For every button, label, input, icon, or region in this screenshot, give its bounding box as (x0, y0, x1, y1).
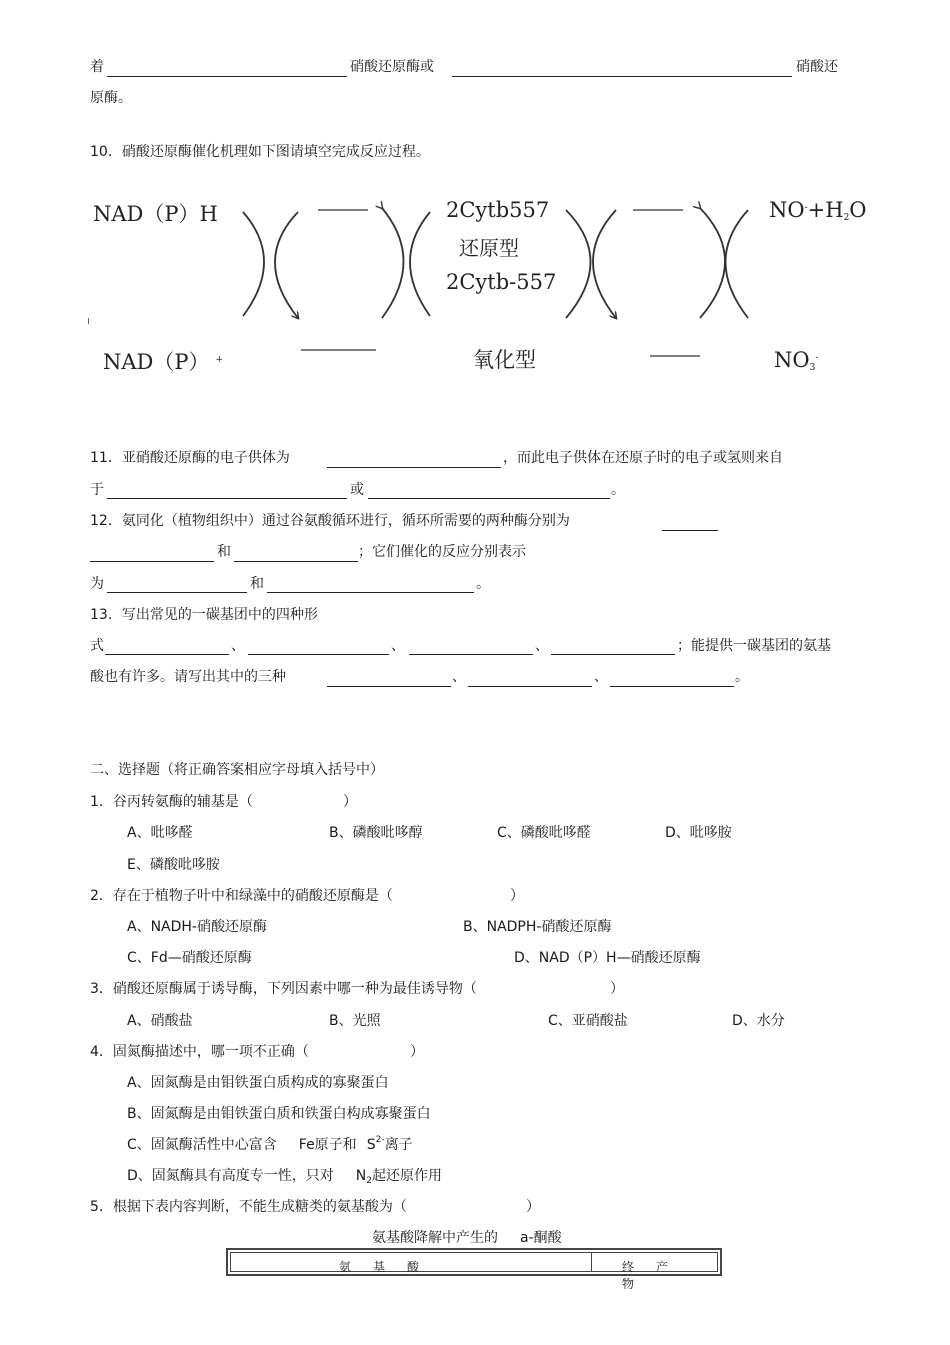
mc1-option-d[interactable]: D、吡哆胺 (665, 825, 732, 841)
blank-line[interactable] (662, 530, 718, 531)
mc4-stem: 4．固氮酶描述中，哪一项不正确（ (90, 1044, 309, 1060)
arrow-curve (243, 212, 264, 316)
mc4-option-a[interactable]: A、固氮酶是由钼铁蛋白质构成的寡聚蛋白 (127, 1075, 389, 1091)
mc5-stem: 5．根据下表内容判断，不能生成糖类的氨基酸为（ (90, 1199, 407, 1215)
blank-line[interactable] (234, 561, 358, 562)
mc2-option-c[interactable]: C、Fd—硝酸还原酶 (127, 950, 252, 966)
q12-line3-a: 为 (90, 576, 104, 592)
q13-sep: 、 (535, 638, 549, 654)
q12-line3-b: 和 (250, 576, 264, 592)
q13-line3-a: 酸也有许多。请写出其中的三种 (90, 669, 286, 685)
answer-bracket-close: ） (343, 794, 357, 810)
intro-text-2: 硝酸还原酶或 (350, 59, 434, 75)
mc4-option-c[interactable]: C、固氮酶活性中心富含 Fe原子和 $S^{2-}$离子 (127, 1135, 413, 1153)
mc2-option-d[interactable]: D、NAD（P）H—硝酸还原酶 (514, 950, 701, 966)
blank-line[interactable] (267, 592, 474, 593)
answer-bracket-close: ） (510, 888, 524, 904)
arrow-curve (410, 212, 430, 316)
q13-sep: 、 (594, 669, 608, 685)
answer-bracket-close: ） (410, 1044, 424, 1060)
section-title: 二、选择题（将正确答案相应字母填入括号中） (90, 762, 384, 778)
arrow-curve (566, 210, 591, 318)
mc1-option-e[interactable]: E、磷酸吡哆胺 (127, 857, 220, 873)
blank-line[interactable] (409, 654, 533, 655)
mc1-option-a[interactable]: A、吡哆醛 (127, 825, 193, 841)
q11-line1-b: ，而此电子供体在还原子时的电子或氢则来自 (503, 450, 783, 466)
blank-line[interactable] (610, 686, 734, 687)
table-header-amino-acid: 氨基酸 (339, 1260, 442, 1274)
mc3-option-d[interactable]: D、水分 (732, 1013, 785, 1029)
intro-text-3: 硝酸还 (796, 59, 838, 75)
q13-sep: 、 (391, 638, 405, 654)
mc3-stem: 3．硝酸还原酶属于诱导酶，下列因素中哪一种为最佳诱导物（ (90, 981, 477, 997)
q13-line2-end: ；能提供一碳基团的氨基 (677, 638, 831, 654)
q10-text: 10．硝酸还原酶催化机理如下图请填空完成反应过程。 (90, 144, 430, 160)
q12-line2-b: ；它们催化的反应分别表示 (358, 544, 526, 560)
oxidized-label: 氧化型 (473, 348, 536, 372)
blank-line[interactable] (468, 686, 592, 687)
arrow-curve (726, 210, 749, 318)
arrow-curve (593, 210, 616, 318)
blank-line[interactable] (368, 498, 610, 499)
mc2-stem: 2．存在于植物子叶中和绿藻中的硝酸还原酶是（ (90, 888, 393, 904)
mc1-option-c[interactable]: C、磷酸吡哆醛 (497, 825, 591, 841)
blank-line[interactable] (90, 561, 214, 562)
q11-line2-b: 或 (350, 482, 364, 498)
q13-sep: 、 (231, 638, 245, 654)
arrow-curve (275, 212, 298, 318)
blank-line[interactable] (107, 592, 247, 593)
blank-line[interactable] (107, 498, 347, 499)
q11-line1-a: 11．亚硝酸还原酶的电子供体为 (90, 450, 290, 466)
q13-line1: 13．写出常见的一碳基团中的四种形 (90, 607, 318, 623)
nadph-label: NAD（P）H (93, 202, 218, 226)
blank-line[interactable] (105, 654, 229, 655)
blank-line[interactable] (452, 76, 792, 77)
cytb-top-label: 2Cytb557 (446, 198, 550, 222)
blank-line[interactable] (248, 654, 389, 655)
answer-bracket-close: ） (526, 1199, 540, 1215)
mc3-option-c[interactable]: C、亚硝酸盐 (548, 1013, 628, 1029)
mc4-option-b[interactable]: B、固氮酶是由钼铁蛋白质和铁蛋白构成寡聚蛋白 (127, 1106, 431, 1122)
data-table (226, 1248, 722, 1291)
q12-line1: 12．氨同化（植物组织中）通过谷氨酸循环进行，循环所需要的两种酶分别为 (90, 513, 570, 529)
table-caption: 氨基酸降解中产生的 a-酮酸 (372, 1230, 562, 1246)
arrow-curve (382, 208, 404, 318)
q13-line3-end: 。 (735, 669, 749, 685)
mc4-option-d[interactable]: D、固氮酶具有高度专一性，只对 $N_2$起还原作用 (127, 1168, 442, 1186)
reaction-diagram (0, 190, 950, 390)
nadp-label: NAD（P） + (103, 350, 224, 374)
cytb-bottom-label: 2Cytb-557 (446, 270, 557, 294)
mc2-option-a[interactable]: A、NADH-硝酸还原酶 (127, 919, 267, 935)
q12-line2-a: 和 (217, 544, 231, 560)
q12-line3-c: 。 (476, 576, 490, 592)
no3-label: NO3- (774, 348, 819, 373)
q13-line2-a: 式 (90, 638, 104, 654)
intro-text-4: 原酶。 (90, 90, 132, 106)
blank-line[interactable] (551, 654, 675, 655)
intro-text-1: 着 (90, 59, 104, 75)
mc2-option-b[interactable]: B、NADPH-硝酸还原酶 (463, 919, 612, 935)
q11-line2-a: 于 (90, 482, 104, 498)
arrow-curve (700, 208, 725, 318)
q11-line2-c: 。 (611, 482, 625, 498)
diagram-arrows (0, 190, 950, 390)
blank-line[interactable] (107, 76, 347, 77)
mc1-option-b[interactable]: B、磷酸吡哆醇 (329, 825, 423, 841)
mc1-stem: 1．谷丙转氨酶的辅基是（ (90, 794, 253, 810)
reduced-label: 还原型 (459, 236, 519, 260)
blank-line[interactable] (327, 467, 501, 468)
no-h2o-label: NO-+H2O (769, 198, 867, 223)
q13-sep: 、 (452, 669, 466, 685)
table-header-end-product: 终产物 (622, 1260, 691, 1291)
mc3-option-b[interactable]: B、光照 (329, 1013, 381, 1029)
answer-bracket-close: ） (610, 981, 624, 997)
mc3-option-a[interactable]: A、硝酸盐 (127, 1013, 193, 1029)
blank-line[interactable] (327, 686, 451, 687)
stray-mark (88, 318, 89, 324)
